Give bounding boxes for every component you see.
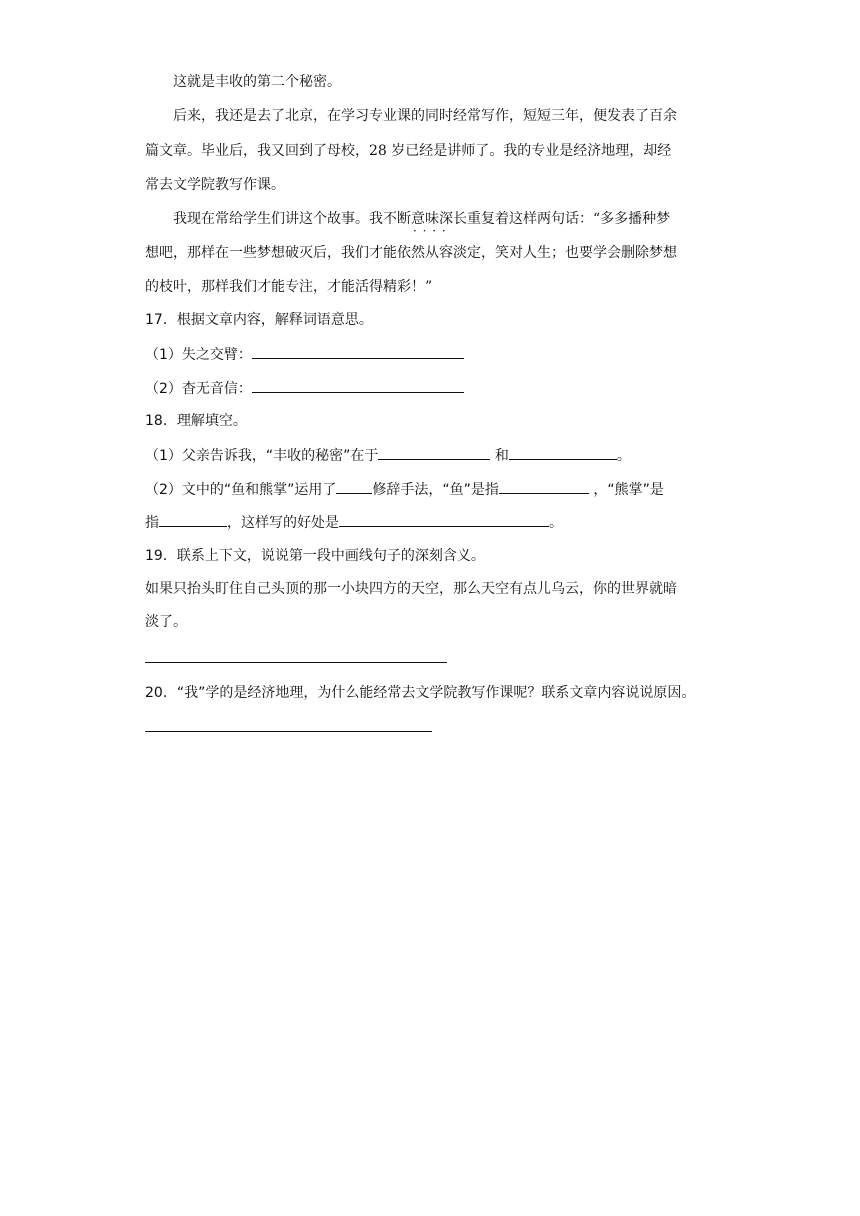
question-20: 20．“我”学的是经济地理，为什么能经常去文学院教写作课呢？联系文章内容说说原因。 [145, 685, 696, 701]
answer-blank[interactable] [378, 445, 490, 460]
answer-line[interactable] [145, 731, 432, 732]
passage-line: 想吧，那样在一些梦想破灭后，我们才能依然从容淡定，笑对人生；也要学会删除梦想 [145, 245, 677, 261]
question-19-quote: 淡了。 [145, 614, 187, 630]
answer-blank[interactable] [252, 378, 464, 393]
answer-blank[interactable] [499, 479, 589, 494]
passage-line: 篇文章。毕业后，我又回到了母校，28 岁已经是讲师了。我的专业是经济地理，却经 [145, 143, 672, 159]
passage-text: 重复着这样两句话：“多多播种梦 [467, 211, 671, 227]
answer-blank[interactable] [252, 344, 464, 359]
dotted-emphasis-word: 意味深长 · · · · [411, 209, 467, 229]
answer-line[interactable] [145, 662, 447, 663]
question-19-quote: 如果只抬头盯住自己头顶的那一小块四方的天空，那么天空有点儿乌云，你的世界就暗 [145, 581, 677, 597]
passage-line: 这就是丰收的第二个秘密。 [173, 74, 341, 90]
question-19: 19．联系上下文，说说第一段中画线句子的深刻含义。 [145, 548, 485, 564]
answer-blank[interactable] [509, 445, 617, 460]
question-17-2: （2）杳无音信： [145, 378, 464, 399]
answer-blank[interactable] [159, 512, 227, 527]
question-17: 17．根据文章内容，解释词语意思。 [145, 312, 373, 328]
question-18-2-cont: 指 ，这样写的好处是 。 [145, 512, 563, 533]
passage-text: 我现在常给学生们讲这个故事。我不断 [173, 211, 411, 227]
answer-blank[interactable] [336, 479, 372, 494]
answer-blank[interactable] [339, 512, 549, 527]
question-18-1: （1）父亲告诉我，“丰收的秘密”在于 和 。 [145, 445, 631, 466]
passage-line: 的枝叶，那样我们才能专注，才能活得精彩！” [145, 279, 433, 295]
passage-line: 常去文学院教写作课。 [145, 177, 285, 193]
question-17-1: （1）失之交臂： [145, 344, 464, 365]
question-18-2: （2）文中的“鱼和熊掌”运用了 修辞手法，“鱼”是指 ，“熊掌”是 [145, 479, 664, 500]
question-18: 18．理解填空。 [145, 413, 247, 429]
passage-line: 后来，我还是去了北京，在学习专业课的同时经常写作，短短三年，便发表了百余 [173, 108, 677, 124]
passage-line [173, 209, 670, 229]
